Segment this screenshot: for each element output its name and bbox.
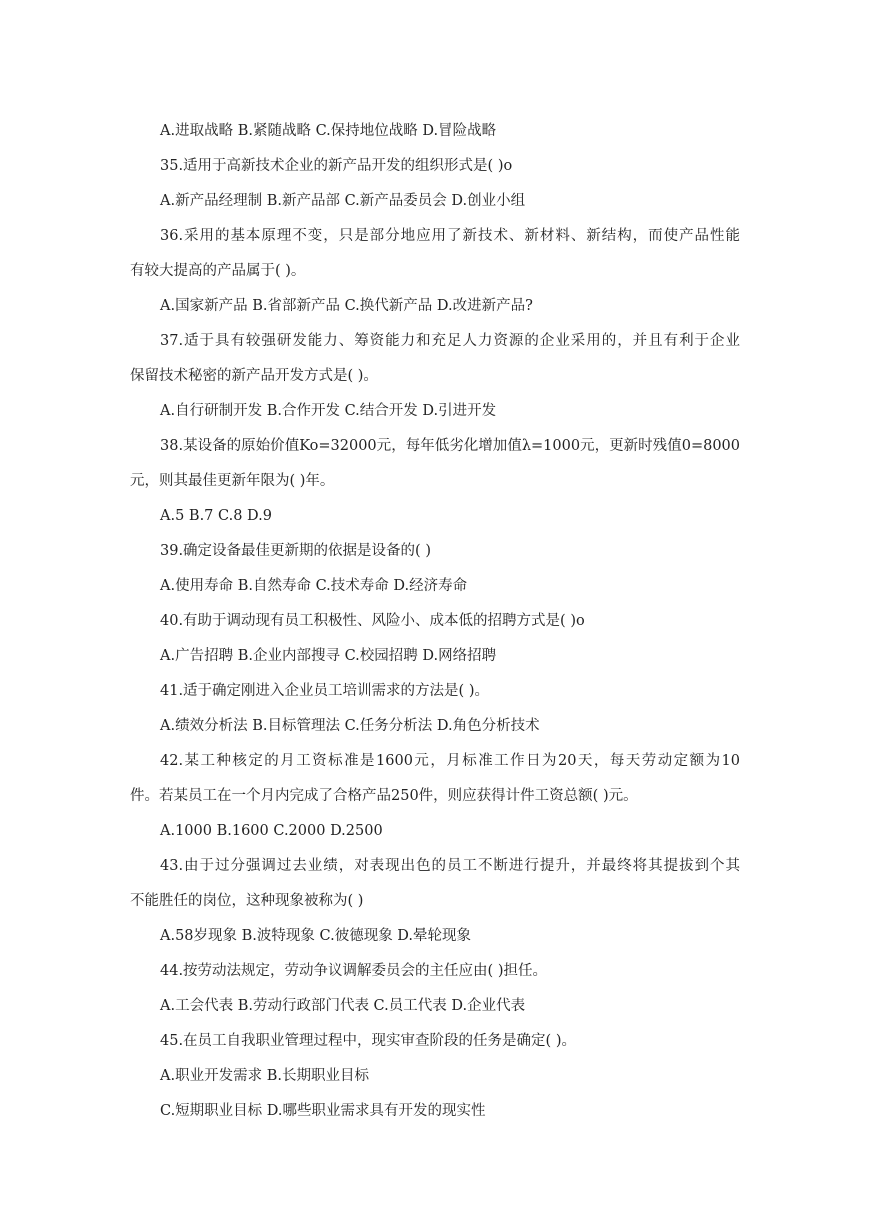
document-body [130, 114, 740, 1129]
options-q42: A.1000 B.1600 C.2000 D.2500 [160, 823, 383, 839]
options-q45-line-2: C.短期职业目标 D.哪些职业需求具有开发的现实性 [160, 1103, 486, 1119]
question-37-line-1: 37.适于具有较强研发能力、筹资能力和充足人力资源的企业采用的，并且有利于企业 [160, 333, 740, 349]
question-35: 35.适用于高新技术企业的新产品开发的组织形式是( )o [160, 158, 513, 174]
options-q38: A.5 B.7 C.8 D.9 [160, 508, 272, 524]
question-37-line-2: 保留技术秘密的新产品开发方式是( )。 [130, 368, 378, 384]
question-38-line-2: 元，则其最佳更新年限为( )年。 [130, 473, 335, 489]
options-q39: A.使用寿命 B.自然寿命 C.技术寿命 D.经济寿命 [160, 578, 468, 594]
options-q40: A.广告招聘 B.企业内部搜寻 C.校园招聘 D.网络招聘 [160, 648, 497, 664]
question-43-line-1: 43.由于过分强调过去业绩，对表现出色的员工不断进行提升，并最终将其提拔到个其 [160, 858, 740, 874]
question-45: 45.在员工自我职业管理过程中，现实审查阶段的任务是确定( )。 [160, 1033, 576, 1049]
options-q45-line-1: A.职业开发需求 B.长期职业目标 [160, 1068, 369, 1084]
options-q37: A.自行研制开发 B.合作开发 C.结合开发 D.引进开发 [160, 403, 497, 419]
options-q34: A.进取战略 B.紧随战略 C.保持地位战略 D.冒险战略 [160, 123, 497, 139]
question-42-line-1: 42.某工种核定的月工资标准是1600元，月标准工作日为20天，每天劳动定额为10 [160, 753, 740, 769]
options-q36: A.国家新产品 B.省部新产品 C.换代新产品 D.改进新产品? [160, 298, 533, 314]
question-36-line-1: 36.采用的基本原理不变，只是部分地应用了新技术、新材料、新结构，而使产品性能 [160, 228, 740, 244]
question-44: 44.按劳动法规定，劳动争议调解委员会的主任应由( )担任。 [160, 963, 547, 979]
options-q35: A.新产品经理制 B.新产品部 C.新产品委员会 D.创业小组 [160, 193, 526, 209]
question-39: 39.确定设备最佳更新期的依据是设备的( ) [160, 543, 431, 559]
question-38-line-1: 38.某设备的原始价值Ko=32000元，每年低劣化增加值λ=1000元，更新时残值0=8000 [160, 438, 740, 454]
question-41: 41.适于确定刚进入企业员工培训需求的方法是( )。 [160, 683, 489, 699]
options-q43: A.58岁现象 B.波特现象 C.彼德现象 D.晕轮现象 [160, 928, 472, 944]
options-q41: A.绩效分析法 B.目标管理法 C.任务分析法 D.角色分析技术 [160, 718, 540, 734]
options-q44: A.工会代表 B.劳动行政部门代表 C.员工代表 D.企业代表 [160, 998, 526, 1014]
question-42-line-2: 件。若某员工在一个月内完成了合格产品250件，则应获得计件工资总额( )元。 [130, 788, 638, 804]
question-40: 40.有助于调动现有员工积极性、风险小、成本低的招聘方式是( )o [160, 613, 585, 629]
question-36-line-2: 有较大提高的产品属于( )。 [130, 263, 306, 279]
question-43-line-2: 不能胜任的岗位，这种现象被称为( ) [130, 893, 364, 909]
